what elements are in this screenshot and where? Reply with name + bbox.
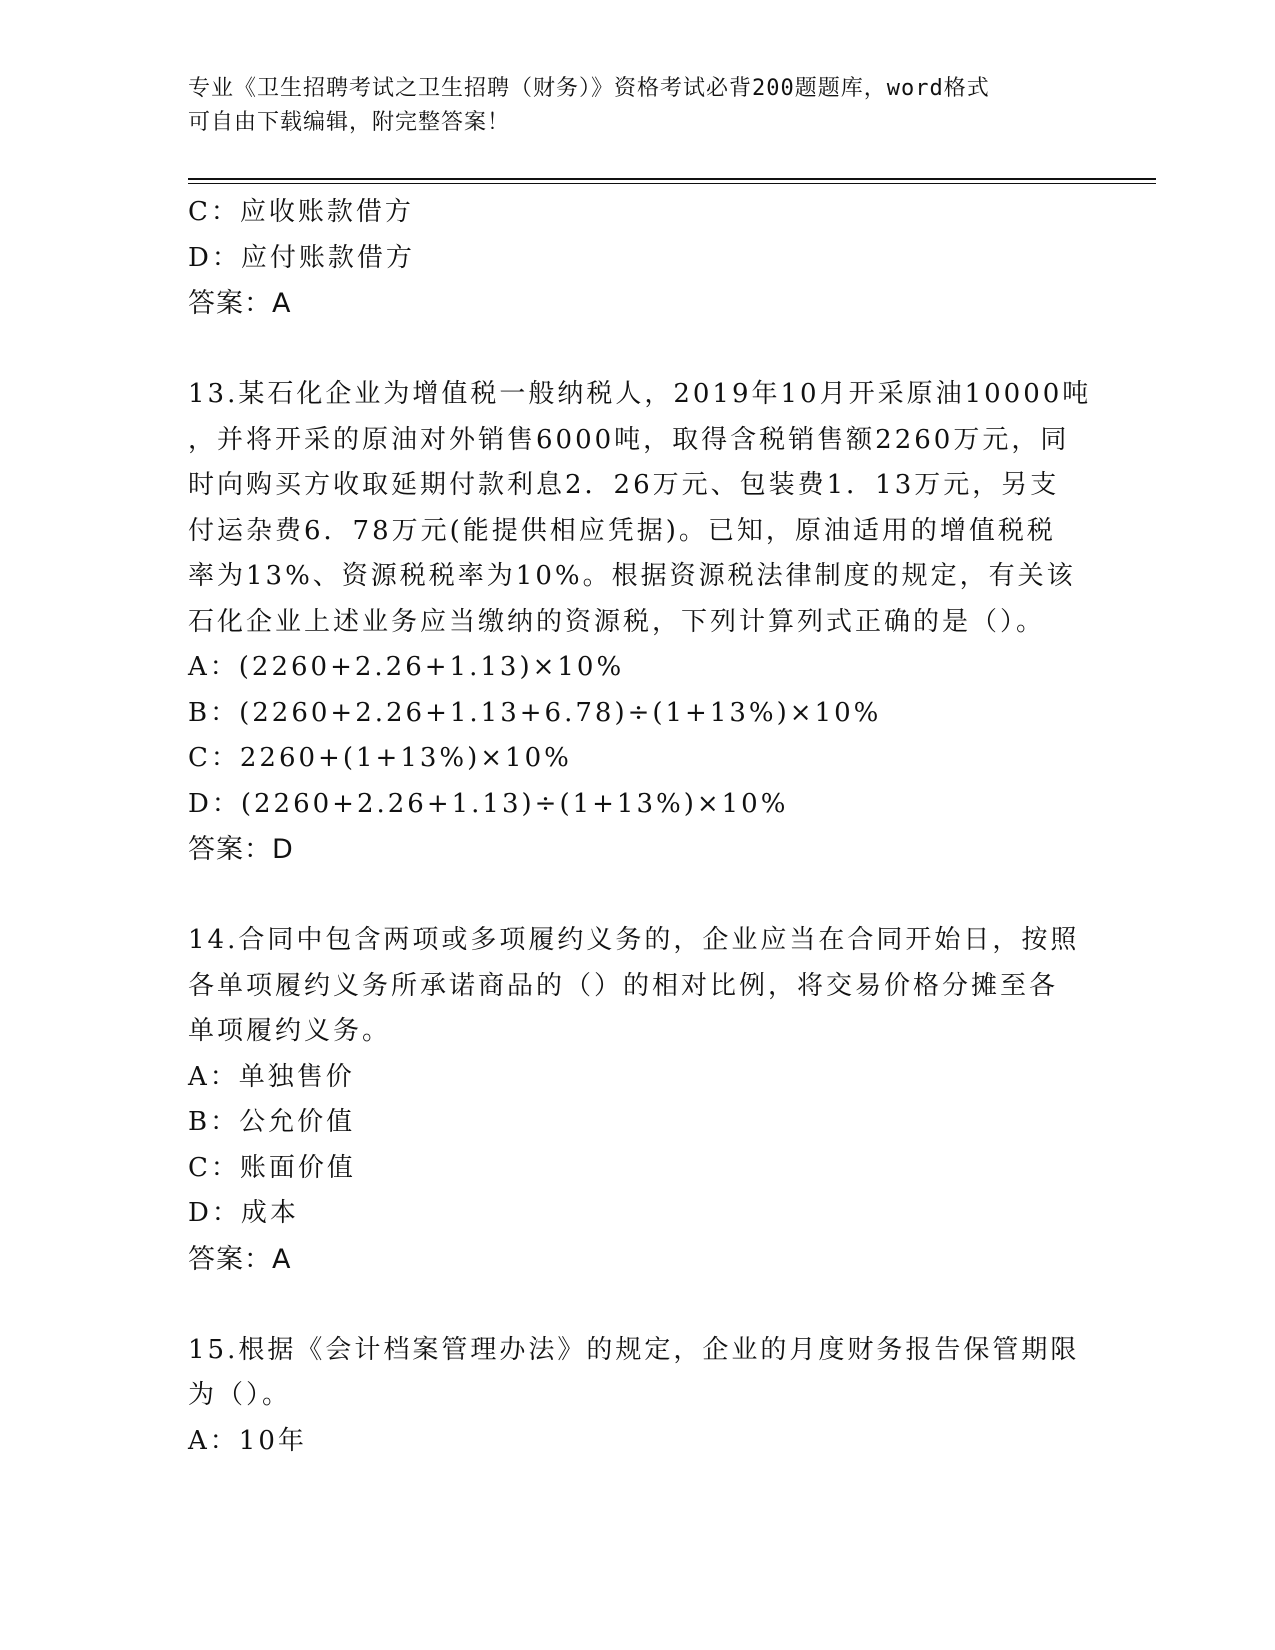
- q13-stem-line: 石化企业上述业务应当缴纳的资源税，下列计算列式正确的是（）。: [188, 606, 1046, 637]
- q14-option-a: A：单独售价: [188, 1061, 355, 1092]
- q14-option-d: D：成本: [188, 1198, 299, 1228]
- question-14: [188, 918, 1088, 1282]
- q13-stem-line: 时向购买方收取延期付款利息2．26万元、包装费1．13万元，另支: [188, 470, 1060, 500]
- header-line-1: 专业《卫生招聘考试之卫生招聘（财务）》资格考试必背200题题库，word格式: [188, 76, 990, 101]
- q13-option-a: A：(2260+2.26+1.13)×10%: [188, 652, 625, 682]
- question-15: [188, 1328, 1088, 1465]
- spacer: [188, 1282, 1088, 1328]
- q14-option-c: C：账面价值: [188, 1152, 356, 1183]
- q14-option-b: B：公允价值: [188, 1107, 356, 1137]
- question-12-tail: [188, 190, 1088, 327]
- header-rule-thick: [188, 178, 1156, 180]
- q15-stem-line: 15.根据《会计档案管理办法》的规定，企业的月度财务报告保管期限: [188, 1334, 1080, 1365]
- q13-option-d: D：(2260+2.26+1.13)÷(1+13%)×10%: [188, 788, 789, 819]
- spacer: [188, 873, 1088, 919]
- document-header: [188, 72, 1088, 140]
- q15-stem-line: 为（）。: [188, 1380, 292, 1410]
- q15-option-a: A：10年: [188, 1425, 307, 1456]
- header-line-2: 可自由下载编辑，附完整答案！: [188, 110, 511, 135]
- q13-stem-line: ，并将开采的原油对外销售6000吨，取得含税销售额2260万元，同: [188, 424, 1070, 455]
- q14-answer: 答案：A: [188, 1243, 292, 1275]
- q12-option-c: C：应收账款借方: [188, 197, 414, 227]
- document-body: [188, 190, 1092, 1464]
- q13-option-b: B：(2260+2.26+1.13+6.78)÷(1+13%)×10%: [188, 697, 882, 728]
- q14-stem-line: 14.合同中包含两项或多项履约义务的，企业应当在合同开始日，按照: [188, 925, 1080, 955]
- q12-answer: 答案：A: [188, 288, 292, 319]
- q13-stem-line: 13.某石化企业为增值税一般纳税人，2019年10月开采原油10000吨: [188, 379, 1092, 409]
- question-13: [188, 372, 1092, 873]
- q13-stem-line: 付运杂费6．78万元(能提供相应凭据)。已知，原油适用的增值税税: [188, 515, 1056, 546]
- q14-stem-line: 单项履约义务。: [188, 1016, 392, 1046]
- q14-stem-line: 各单项履约义务所承诺商品的（）的相对比例，将交易价格分摊至各: [188, 970, 1059, 1001]
- q13-stem-line: 率为13%、资源税税率为10%。根据资源税法律制度的规定，有关该: [188, 561, 1076, 591]
- q13-option-c: C：2260+(1+13%)×10%: [188, 743, 572, 773]
- q13-answer: 答案：D: [188, 834, 294, 865]
- header-rule-thin: [188, 183, 1156, 184]
- q12-option-d: D：应付账款借方: [188, 242, 415, 273]
- spacer: [188, 327, 1088, 373]
